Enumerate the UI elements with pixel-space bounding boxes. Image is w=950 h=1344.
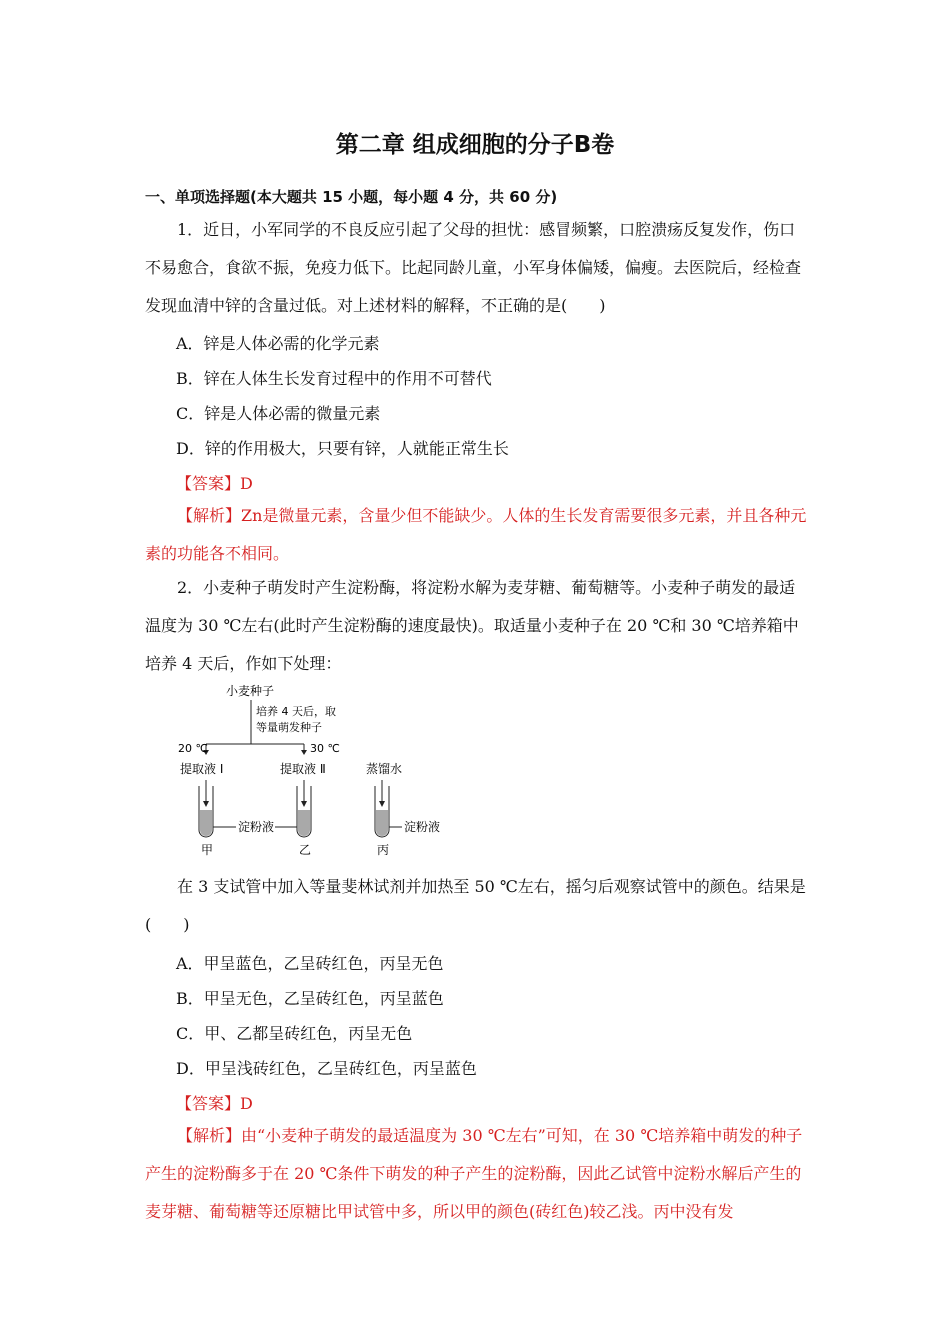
q2-option-c: C．甲、乙都呈砖红色，丙呈无色 [176,1024,413,1043]
q2-answer: 【答案】D [176,1094,253,1113]
tube-b-liquid [298,810,310,836]
q1-answer: 【答案】D [176,474,253,493]
q1-stem: 1．近日，小军同学的不良反应引起了父母的担忧：感冒频繁，口腔溃疡反复发作，伤口不易愈合，食欲不振，免疫力低下。比起同龄儿童，小军身体偏矮，偏瘦。去医院后，经检查发现血清中锌的含量过低。对上述材料的解释，不正确的是( ) [145,220,802,315]
q1-option-d: D．锌的作用极大，只要有锌，人就能正常生长 [176,439,509,458]
q2-analysis: 【解析】由“小麦种子萌发的最适温度为 30 ℃左右”可知，在 30 ℃培养箱中萌发的种子产生的淀粉酶多于在 20 ℃条件下萌发的种子产生的淀粉酶，因此乙试管中淀粉水解后产生的麦芽糖、葡萄糖等还原糖比甲试管中多，所以甲的颜色(砖红色)较乙浅。丙中没有发 [145,1126,803,1221]
tube-a-label: 甲 [201,843,214,857]
tube-a-liquid [200,810,212,836]
right-arrow-icon [301,750,307,755]
q2-stem-continued: 在 3 支试管中加入等量斐林试剂并加热至 50 ℃左右，摇匀后观察试管中的颜色。结果是( ) [145,877,806,934]
tube-b-label: 乙 [299,843,312,857]
temp-left-label: 20 ℃ [178,742,208,755]
extract1-label: 提取液 Ⅰ [180,762,224,776]
arrow-b-icon [301,801,307,807]
arrow-c-icon [379,801,385,807]
extract2-label: 提取液 Ⅱ [280,762,326,776]
q2-option-d: D．甲呈浅砖红色，乙呈砖红色，丙呈蓝色 [176,1059,477,1078]
water-label: 蒸馏水 [366,762,403,776]
starch-label-2: 淀粉液 [404,820,441,834]
starch-label-1: 淀粉液 [238,820,275,834]
q1-option-a: A．锌是人体必需的化学元素 [176,334,380,353]
page-title: 第二章 组成细胞的分子B卷 [335,132,615,158]
seed-label: 小麦种子 [226,684,275,698]
temp-right-label: 30 ℃ [310,742,340,755]
q1-option-c: C．锌是人体必需的微量元素 [176,404,381,423]
arrow-a-icon [203,801,209,807]
section-heading: 一、单项选择题(本大题共 15 小题，每小题 4 分，共 60 分) [145,188,558,206]
q1-analysis: 【解析】Zn是微量元素，含量少但不能缺少。人体的生长发育需要很多元素，并且各种元素的功能各不相同。 [145,506,807,563]
step-label-1: 培养 4 天后，取 [256,705,336,718]
step-label-2: 等量萌发种子 [256,721,322,734]
tube-c-label: 丙 [377,843,390,857]
q1-option-b: B．锌在人体生长发育过程中的作用不可替代 [176,369,492,388]
experiment-diagram [170,682,460,862]
q2-stem: 2．小麦种子萌发时产生淀粉酶，将淀粉水解为麦芽糖、葡萄糖等。小麦种子萌发的最适温度为 30 ℃左右(此时产生淀粉酶的速度最快)。取适量小麦种子在 20 ℃和 30 ℃培养箱中培养 4 天后，作如下处理： [145,578,799,673]
tube-c-liquid [376,810,388,836]
q2-option-b: B．甲呈无色，乙呈砖红色，丙呈蓝色 [176,989,444,1008]
q2-option-a: A．甲呈蓝色，乙呈砖红色，丙呈无色 [176,954,444,973]
